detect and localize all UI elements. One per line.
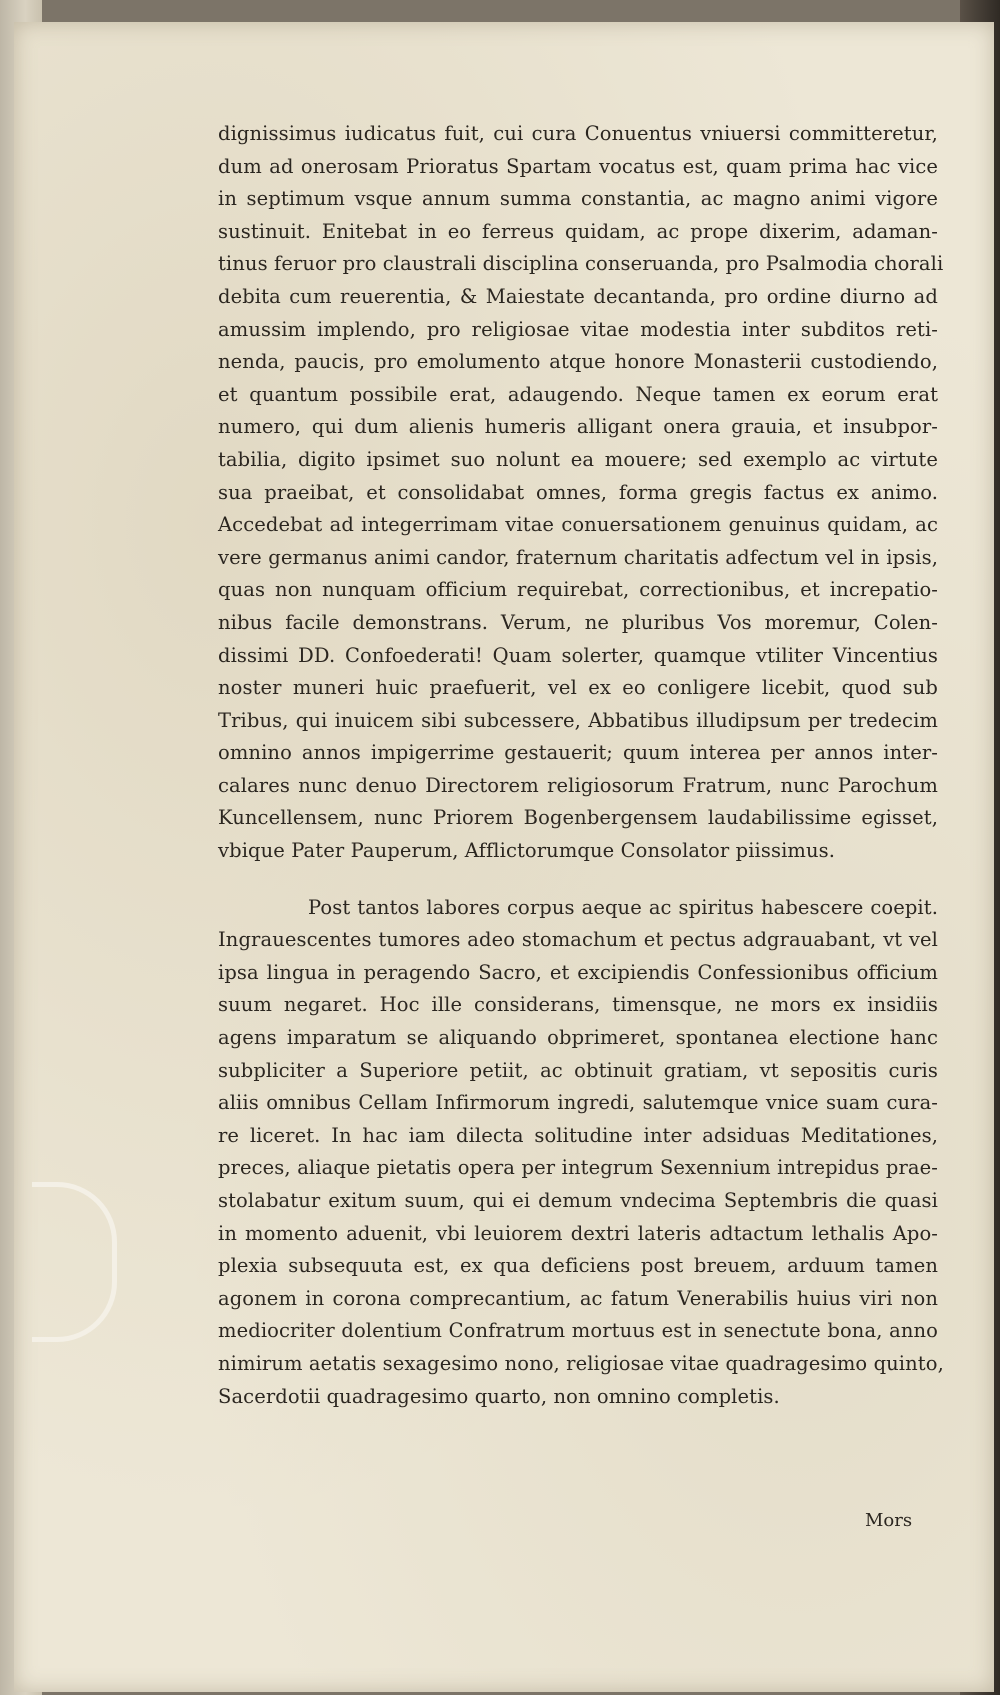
text-line: nenda, paucis, pro emolumento atque honore Monasterii custodiendo, <box>218 350 938 374</box>
text-line: noster muneri huic praefuerit, vel ex eo conligere licebit, quod sub <box>218 676 938 700</box>
text-line: Tribus, qui inuicem sibi subcessere, Abbatibus illudipsum per tredecim <box>218 708 938 732</box>
paragraph-2 <box>218 892 944 1414</box>
text-line: tinus feruor pro claustrali disciplina conseruanda, pro Psalmodia chorali <box>218 252 944 276</box>
paragraph-1 <box>218 118 944 868</box>
text-line: stolabatur exitum suum, qui ei demum vndecima Septembris die quasi <box>218 1189 938 1212</box>
text-line: subpliciter a Superiore petiit, ac obtinuit gratiam, vt sepositis curis <box>218 1058 938 1082</box>
text-line: aliis omnibus Cellam Infirmorum ingredi, salutemque vnice suam cura- <box>218 1091 938 1115</box>
text-line: sustinuit. Enitebat in eo ferreus quidam, ac prope dixerim, adaman- <box>218 219 938 243</box>
text-line: agonem in corona comprecantium, ac fatum Venerabilis huius viri non <box>218 1286 938 1310</box>
text-line: nibus facile demonstrans. Verum, ne pluribus Vos moremur, Colen- <box>218 610 938 634</box>
text-line: nimirum aetatis sexagesimo nono, religiosae vitae quadragesimo quinto, <box>218 1351 944 1375</box>
text-line: Sacerdotii quadragesimo quarto, non omnino completis. <box>218 1384 780 1408</box>
text-line: debita cum reuerentia, & Maiestate decantanda, pro ordine diurno ad <box>218 284 938 308</box>
text-line: re liceret. In hac iam dilecta solitudine inter adsiduas Meditationes, <box>218 1123 938 1147</box>
catchword: Mors <box>865 1510 913 1531</box>
text-line: quas non nunquam officium requirebat, correctionibus, et increpatio- <box>218 578 938 602</box>
text-line: dignissimus iudicatus fuit, cui cura Conuentus vniuersi committeretur, <box>218 122 938 145</box>
text-line: vbique Pater Pauperum, Afflictorumque Consolator piissimus. <box>218 839 836 863</box>
text-line: Post tantos labores corpus aeque ac spiritus habescere coepit. <box>308 895 938 919</box>
text-line: tabilia, digito ipsimet suo nolunt ea mouere; sed exemplo ac virtute <box>218 447 938 471</box>
text-line: in septimum vsque annum summa constantia, ac magno animi vigore <box>218 187 938 211</box>
text-line: sua praeibat, et consolidabat omnes, forma gregis factus ex animo. <box>218 480 938 504</box>
text-line: calares nunc denuo Directorem religiosorum Fratrum, nunc Parochum <box>218 773 938 797</box>
text-line: numero, qui dum alienis humeris alligant onera grauia, et insubpor- <box>218 415 938 439</box>
text-line: Accedebat ad integerrimam vitae conuersationem genuinus quidam, ac <box>218 513 938 537</box>
text-line: preces, aliaque pietatis opera per integrum Sexennium intrepidus prae- <box>218 1156 938 1180</box>
text-line: Ingrauescentes tumores adeo stomachum et pectus adgrauabant, vt vel <box>218 928 938 952</box>
text-line: omnino annos impigerrime gestauerit; quum interea per annos inter- <box>218 741 938 765</box>
body-text <box>218 118 944 1413</box>
text-line: dissimi DD. Confoederati! Quam solerter, quamque vtiliter Vincentius <box>218 643 938 667</box>
text-line: agens imparatum se aliquando obprimeret, spontanea electione hanc <box>218 1026 938 1050</box>
paper-fold-mark <box>32 1182 117 1342</box>
text-line: et quantum possibile erat, adaugendo. Neque tamen ex eorum erat <box>218 382 938 406</box>
text-line: vere germanus animi candor, fraternum charitatis adfectum vel in ipsis, <box>218 545 938 569</box>
text-line: suum negaret. Hoc ille considerans, timensque, ne mors ex insidiis <box>218 993 938 1017</box>
text-line: ipsa lingua in peragendo Sacro, et excipiendis Confessionibus officium <box>218 960 938 984</box>
text-line: plexia subsequuta est, ex qua deficiens post breuem, arduum tamen <box>218 1254 938 1278</box>
text-line: amussim implendo, pro religiosae vitae modestia inter subditos reti- <box>218 317 938 341</box>
text-line: dum ad onerosam Prioratus Spartam vocatus est, quam prima hac vice <box>218 154 938 178</box>
text-line: Kuncellensem, nunc Priorem Bogenbergensem laudabilissime egisset, <box>218 806 938 830</box>
text-line: mediocriter dolentium Confratrum mortuus est in senectute bona, anno <box>218 1319 938 1343</box>
text-line: in momento aduenit, vbi leuiorem dextri lateris adtactum lethalis Apo- <box>218 1221 938 1245</box>
